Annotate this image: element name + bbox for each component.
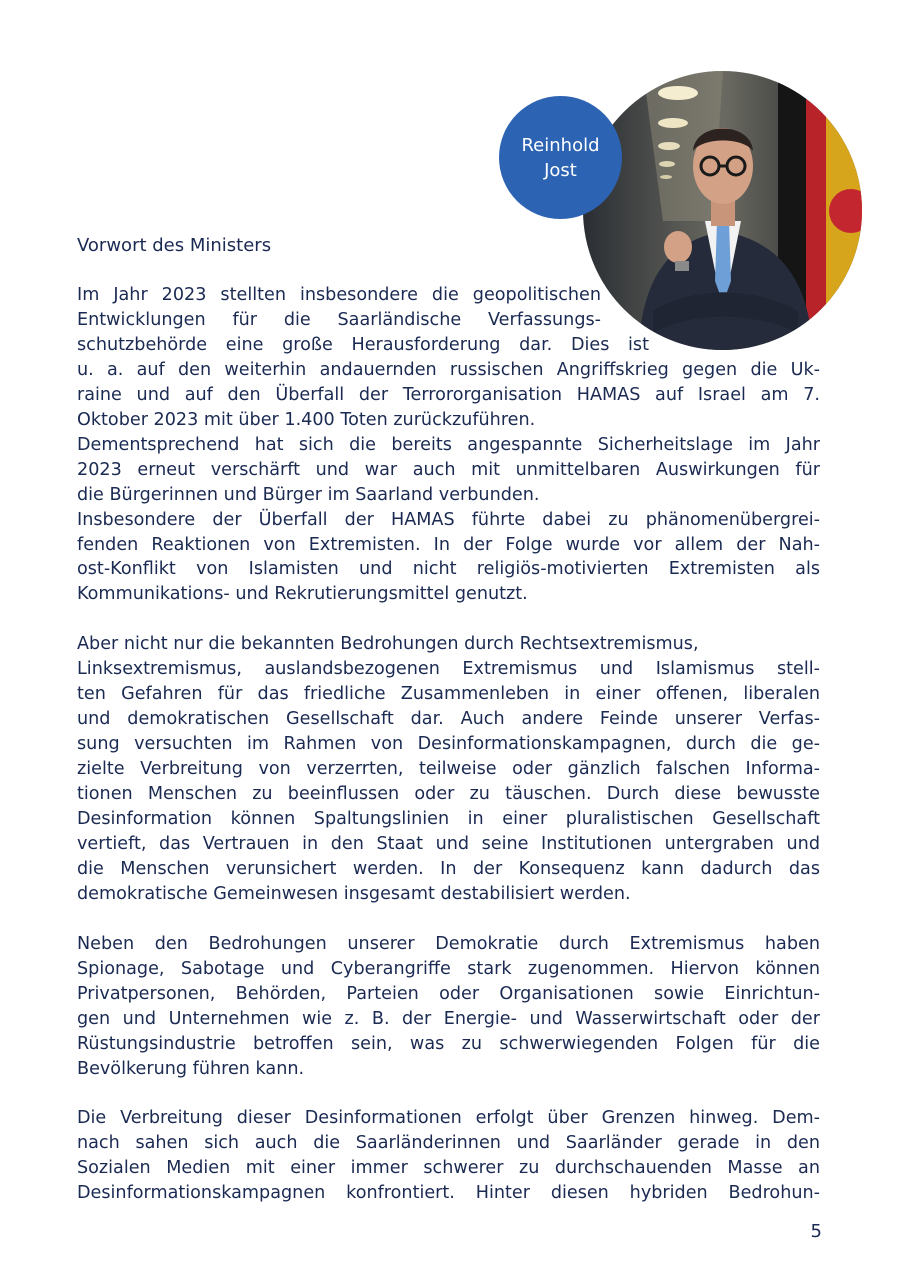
paragraph-gap <box>77 1081 820 1106</box>
text-line: Desinformation können Spaltungslinien in einer pluralistischen Gesellschaft <box>77 809 820 829</box>
text-line: Insbesondere der Überfall der HAMAS führte dabei zu phänomenübergrei- <box>77 509 820 530</box>
paragraph-gap <box>77 607 820 632</box>
text-line: Aber nicht nur die bekannten Bedrohungen durch Rechtsextremismus, <box>77 634 699 655</box>
name-last: Jost <box>544 159 577 181</box>
text-line: Desinformationskampagnen konfrontiert. Hinter diesen hybriden Bedrohun- <box>77 1183 820 1204</box>
text-line: Kommunikations- und Rekrutierungsmittel genutzt. <box>77 584 528 605</box>
text-line: raine und auf den Überfall der Terrororganisation HAMAS auf Israel am 7. <box>77 384 820 405</box>
text-line: und demokratischen Gesellschaft dar. Auch andere Feinde unserer Verfas- <box>77 709 820 730</box>
text-line: Die Verbreitung dieser Desinformationen erfolgt über Grenzen hinweg. Dem- <box>77 1108 820 1129</box>
text-line: ten Gefahren für das friedliche Zusammenleben in einer offenen, liberalen <box>77 684 820 705</box>
text-line: Entwicklungen für die Saarländische Verfassungs- <box>77 309 601 330</box>
text-line: Bevölkerung führen kann. <box>77 1058 305 1079</box>
text-line: gen und Unternehmen wie z. B. der Energie- und Wasserwirtschaft oder der <box>77 1008 820 1029</box>
name-first: Reinhold <box>521 134 600 156</box>
paragraph-gap <box>77 907 820 932</box>
text-line: Rüstungsindustrie betroffen sein, was zu schwerwiegenden Folgen für die <box>77 1033 820 1054</box>
text-line: nach sahen sich auch die Saarländerinnen und Saarländer gerade in den <box>77 1133 820 1154</box>
text-line: schutzbehörde eine große Herausforderung dar. Dies ist <box>77 334 649 355</box>
text-line: sung versuchten im Rahmen von Desinformationskampagnen, durch die ge- <box>77 734 820 755</box>
text-line: zielte Verbreitung von verzerrten, teilweise oder gänzlich falschen Informa- <box>77 759 820 780</box>
text-line: 2023 erneut verschärft und war auch mit unmittelbaren Auswirkungen für <box>77 459 820 480</box>
text-line: Dementsprechend hat sich die bereits angespannte Sicherheitslage im Jahr <box>77 434 820 455</box>
text-line: Oktober 2023 mit über 1.400 Toten zurückzuführen. <box>77 409 536 430</box>
text-line: die Menschen verunsichert werden. In der Konsequenz kann dadurch das <box>77 858 820 879</box>
text-line: Im Jahr 2023 stellten insbesondere die geopolitischen <box>77 285 601 305</box>
name-badge <box>499 96 622 219</box>
text-line: Sozialen Medien mit einer immer schwerer zu durchschauenden Masse an <box>77 1158 820 1179</box>
text-line: tionen Menschen zu beeinflussen oder zu täuschen. Durch diese bewusste <box>77 784 820 805</box>
text-line: ost-Konflikt von Islamisten und nicht religiös-motivierten Extremisten als <box>77 559 820 580</box>
text-line: die Bürgerinnen und Bürger im Saarland verbunden. <box>77 484 540 505</box>
text-line: Privatpersonen, Behörden, Parteien oder Organisationen sowie Einrichtun- <box>77 983 820 1004</box>
text-line: Spionage, Sabotage und Cyberangriffe stark zugenommen. Hiervon können <box>77 958 820 979</box>
text-line: demokratische Gemeinwesen insgesamt destabilisiert werden. <box>77 883 631 904</box>
text-line: fenden Reaktionen von Extremisten. In der Folge wurde vor allem der Nah- <box>77 534 820 555</box>
page-number: 5 <box>810 1221 822 1242</box>
text-line: vertieft, das Vertrauen in den Staat und seine Institutionen untergraben und <box>77 833 820 854</box>
foreword-text <box>77 283 820 1206</box>
page-heading: Vorwort des Ministers <box>77 235 272 256</box>
text-line: Linksextremismus, auslandsbezogenen Extremismus und Islamismus stell- <box>77 659 820 680</box>
text-line: Neben den Bedrohungen unserer Demokratie durch Extremismus haben <box>77 933 820 954</box>
text-line: u. a. auf den weiterhin andauernden russischen Angriffskrieg gegen die Uk- <box>77 359 820 380</box>
